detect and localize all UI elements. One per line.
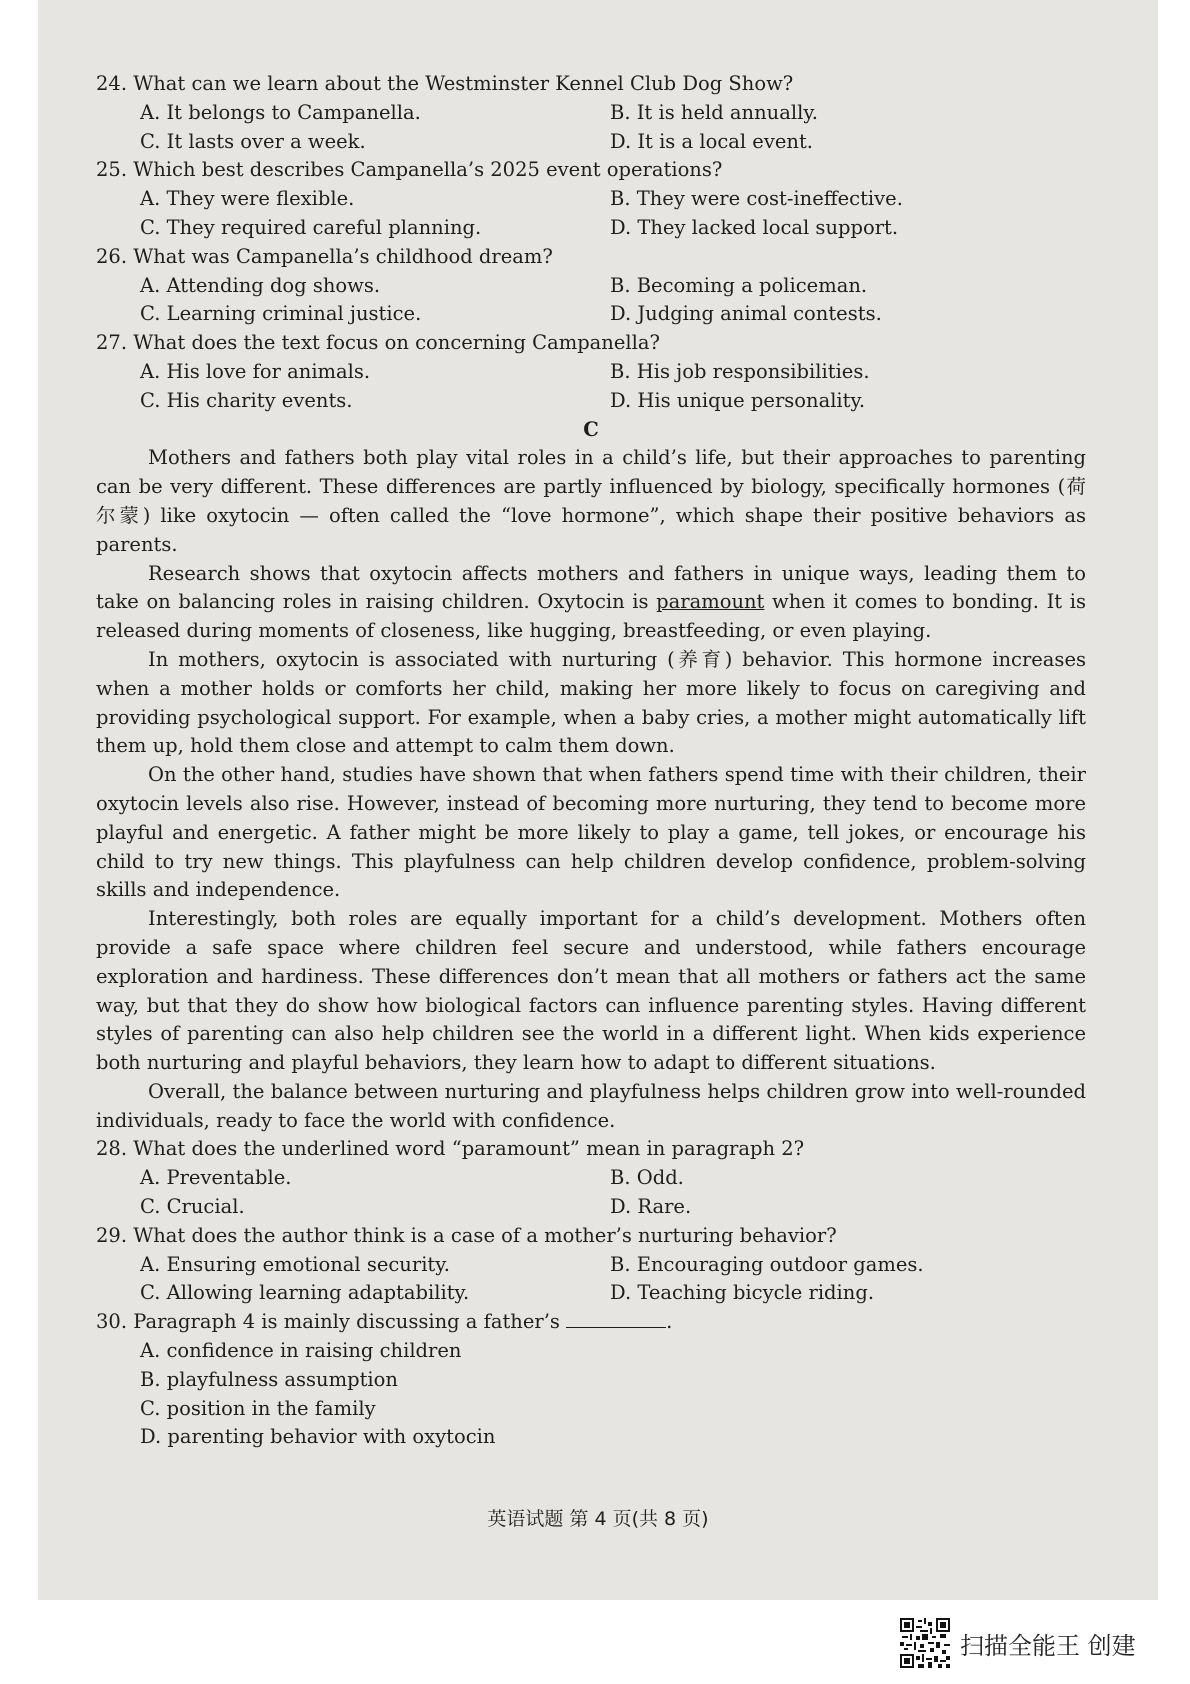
option-d: D. Rare.: [610, 1195, 692, 1219]
option-b: B. Becoming a policeman.: [610, 273, 868, 297]
section-heading: C: [583, 417, 599, 441]
option-c: C. Learning criminal justice.: [140, 302, 422, 326]
option-c: C. position in the family: [140, 1396, 376, 1420]
exam-content: [96, 70, 1086, 1452]
qr-code-icon: [900, 1618, 950, 1668]
option-c: C. They required careful planning.: [140, 215, 482, 239]
question-30: [96, 1308, 1086, 1452]
option-list: [96, 1337, 1086, 1452]
option-a: A. Ensuring emotional security.: [140, 1252, 450, 1276]
question-stem: 25. Which best describes Campanella’s 2025 event operations?: [96, 158, 723, 182]
question-stem: 28. What does the underlined word “paramount” mean in paragraph 2?: [96, 1137, 805, 1161]
stem-period: .: [666, 1310, 673, 1334]
option-c: C. His charity events.: [140, 388, 353, 412]
option-d: D. It is a local event.: [610, 129, 813, 153]
question-28: [96, 1135, 1086, 1221]
option-d: D. His unique personality.: [610, 388, 866, 412]
question-24: [96, 70, 1086, 156]
option-list: [96, 185, 1086, 243]
option-a: A. Preventable.: [140, 1166, 292, 1190]
option-list: [96, 272, 1086, 330]
option-a: A. Attending dog shows.: [140, 273, 381, 297]
option-b: B. They were cost-ineffective.: [610, 187, 903, 211]
option-c: C. Crucial.: [140, 1195, 245, 1219]
paragraph-text: when it comes to bonding. It is released during moments of closeness, like hugging, breastfeeding, or even playing.: [96, 590, 1086, 643]
underlined-word: paramount: [656, 590, 765, 614]
answer-blank: [566, 1309, 666, 1328]
question-stem: 29. What does the author think is a case of a mother’s nurturing behavior?: [96, 1223, 837, 1247]
option-b: B. His job responsibilities.: [610, 359, 870, 383]
option-d: D. They lacked local support.: [610, 215, 899, 239]
passage-paragraph-6: Overall, the balance between nurturing and playfulness helps children grow into well-rounded individuals, ready to face the world with confidence.: [96, 1079, 1086, 1132]
question-stem: 27. What does the text focus on concerning Campanella?: [96, 331, 660, 355]
option-a: A. His love for animals.: [140, 359, 371, 383]
passage-paragraph-3: In mothers, oxytocin is associated with nurturing (养育) behavior. This hormone increases when a mother holds or comforts her child, making her more likely to focus on caregiving and providing psychological support. For example, when a baby cries, a mother might automatically lift them up, hold them close and attempt to calm them down.: [96, 647, 1086, 758]
option-b: B. It is held annually.: [610, 100, 818, 124]
scanner-watermark: [900, 1618, 1136, 1668]
option-c: C. It lasts over a week.: [140, 129, 366, 153]
option-d: D. Judging animal contests.: [610, 302, 882, 326]
option-c: C. Allowing learning adaptability.: [140, 1281, 470, 1305]
question-25: [96, 156, 1086, 242]
question-stem: 26. What was Campanella’s childhood dream?: [96, 244, 553, 268]
passage-paragraph-5: Interestingly, both roles are equally important for a child’s development. Mothers often provide a safe space where children feel secure and understood, while fathers encourage exploration and hardiness. These differences don’t mean that all mothers or fathers act the same way, but that they do show how biological factors can influence parenting styles. Having different styles of parenting can also help children see the world in a different light. When kids experience both nurturing and playful behaviors, they learn how to adapt to different situations.: [96, 907, 1086, 1075]
option-d: D. Teaching bicycle riding.: [610, 1281, 875, 1305]
option-b: B. playfulness assumption: [140, 1367, 398, 1391]
passage-paragraph-2: [96, 560, 1086, 646]
page-footer: 英语试题 第 4 页(共 8 页): [487, 1508, 709, 1530]
watermark-text: 扫描全能王 创建: [960, 1631, 1136, 1660]
passage-paragraph-1: Mothers and fathers both play vital roles in a child’s life, but their approaches to parenting can be very different. These differences are partly influenced by biology, specifically hormones (荷尔蒙) like oxytocin — often called the “love hormone”, which shape their positive behaviors as parents.: [96, 446, 1086, 556]
option-a: A. They were flexible.: [140, 187, 355, 211]
question-26: [96, 243, 1086, 329]
stem-text: 30. Paragraph 4 is mainly discussing a father’s: [96, 1310, 560, 1334]
option-b: B. Encouraging outdoor games.: [610, 1252, 924, 1276]
question-29: [96, 1222, 1086, 1308]
option-list: [96, 1164, 1086, 1222]
paragraph-text: Research shows that oxytocin affects mothers and fathers in unique ways, leading them to take on balancing roles in raising children. Oxytocin is: [96, 561, 1086, 614]
option-d: D. parenting behavior with oxytocin: [140, 1425, 496, 1449]
question-27: [96, 329, 1086, 415]
option-b: B. Odd.: [610, 1166, 684, 1190]
option-list: [96, 358, 1086, 416]
option-list: [96, 99, 1086, 157]
question-stem: [96, 1308, 1086, 1337]
option-a: A. confidence in raising children: [140, 1339, 462, 1363]
option-list: [96, 1251, 1086, 1309]
question-stem: 24. What can we learn about the Westminster Kennel Club Dog Show?: [96, 72, 794, 95]
option-a: A. It belongs to Campanella.: [140, 100, 421, 124]
passage-paragraph-4: On the other hand, studies have shown that when fathers spend time with their children, their oxytocin levels also rise. However, instead of becoming more nurturing, they tend to become more playful and energetic. A father might be more likely to play a game, tell jokes, or encourage his child to try new things. This playfulness can help children develop confidence, problem-solving skills and independence.: [96, 763, 1086, 902]
